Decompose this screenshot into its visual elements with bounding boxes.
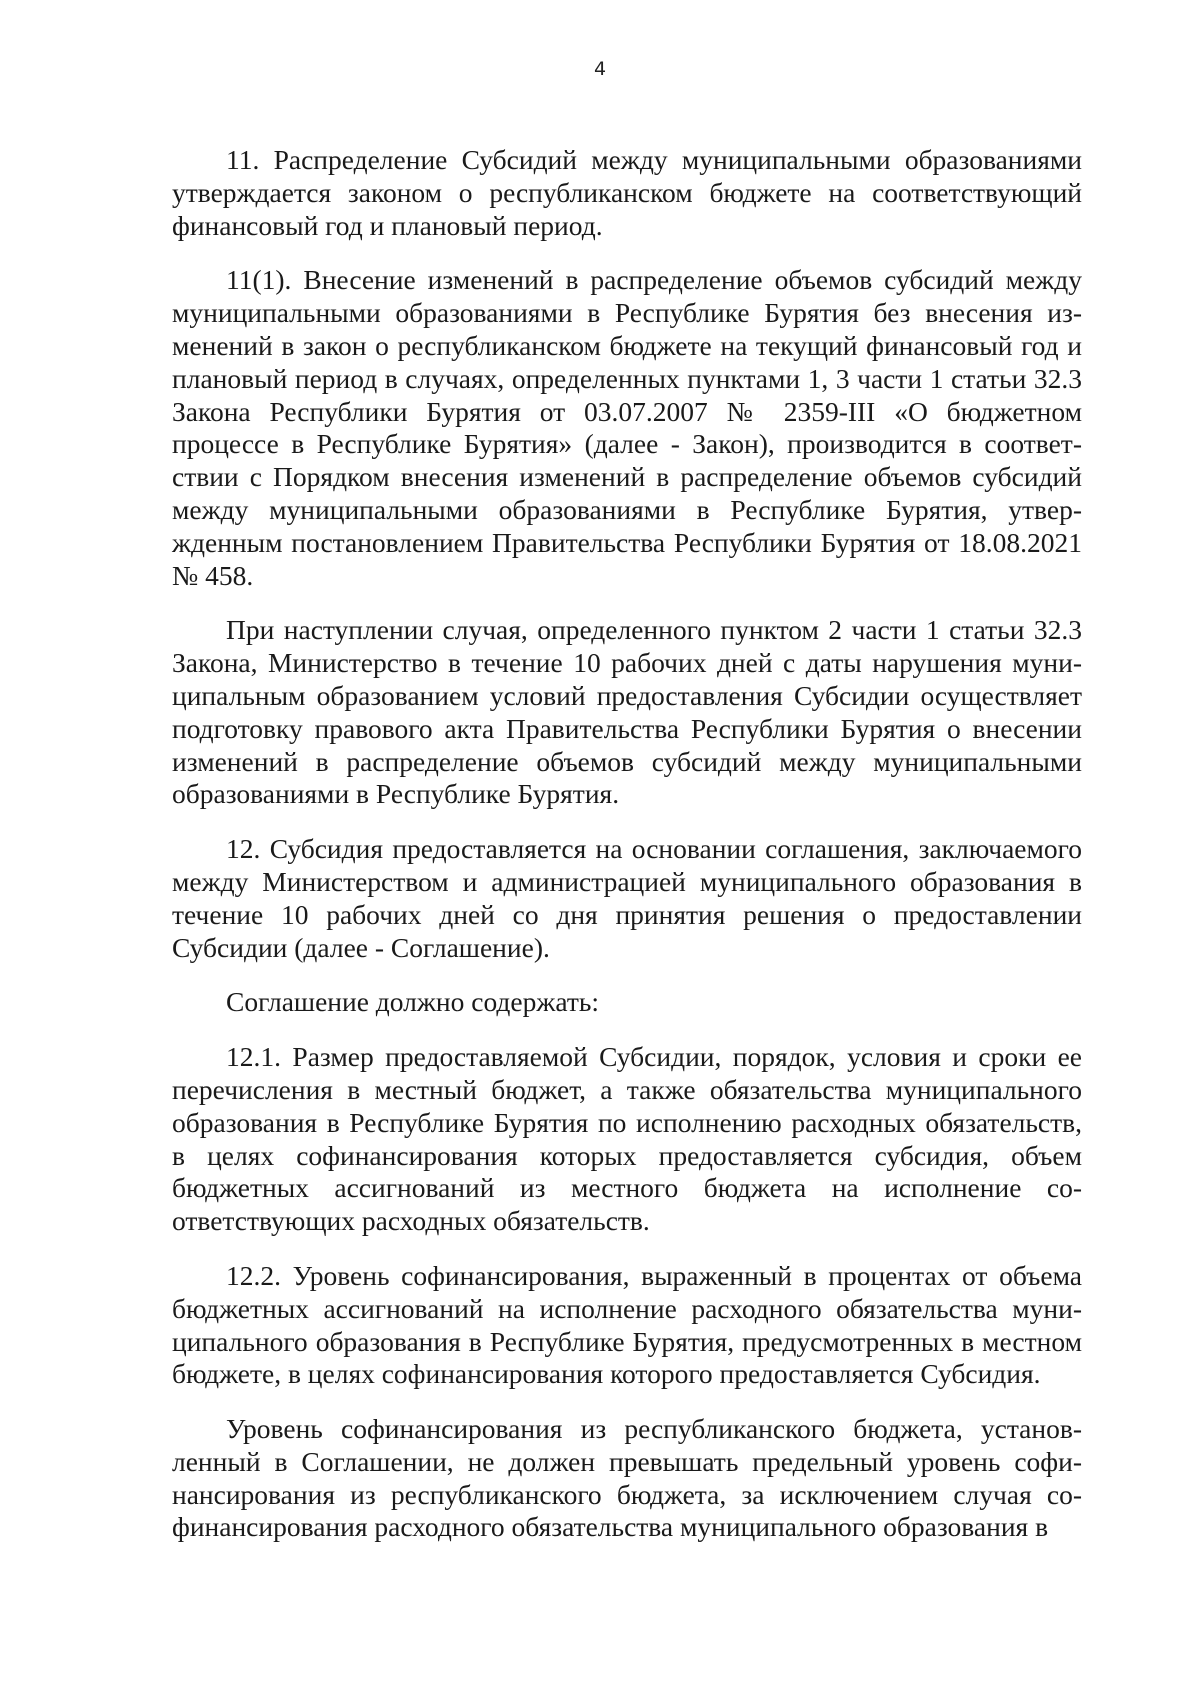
page-number: 4	[593, 58, 607, 80]
paragraph-agreement-contents: Соглашение должно содержать:	[226, 986, 600, 1018]
paragraph-cofinancing-level: Уровень софинансирования из республиканского бюджета, установленный в Соглашении, не должен превышать предельный уровень софинансирования из республиканского бюджета, за исключением случая софинансирования расходного обязательства муниципального образования в	[172, 1413, 1082, 1543]
paragraph-12-1: 12.1. Размер предоставляемой Субсидии, порядок, условия и сроки ее перечисления в местный бюджет, а также обязательства муниципального образования в Республике Бурятия по исполнению расходных обязательств, в целях софинансирования которых предоставляется субсидия, объем бюджетных ассигнований из местного бюджета на исполнение соответствующих расходных обязательств.	[172, 1041, 1082, 1237]
paragraph-12-2: 12.2. Уровень софинансирования, выраженный в процентах от объема бюджетных ассигнований на исполнение расходного обязательства муниципального образования в Республике Бурятия, предусмотренных в местном бюджете, в целях софинансирования которого предоставляется Субсидия.	[172, 1259, 1082, 1390]
paragraph-12: 12. Субсидия предоставляется на основании соглашения, заключаемого между Министерством и администрацией муниципального образования в течение 10 рабочих дней со дня принятия решения о предоставлении Субсидии (далее - Соглашение).	[172, 833, 1082, 963]
document-body	[172, 144, 1082, 1544]
paragraph-11: 11. Распределение Субсидий между муниципальными образованиями утверждается законом о республиканском бюджете на соответствующий финансовый год и плановый период.	[172, 144, 1082, 241]
paragraph-11-1: 11(1). Внесение изменений в распределение объемов субсидий между муниципальными образованиями в Республике Бурятия без внесения изменений в закон о республиканском бюджете на текущий финансовый год и плановый период в случаях, определенных пунктами 1, 3 части 1 статьи 32.3 Закона Республики Бурятия от 03.07.2007 № 2359-III «О бюджетном процессе в Республике Бурятия» (далее - Закон), производится в соответствии с Порядком внесения изменений в распределение объемов субсидий между муниципальными образованиями в Республике Бурятия, утвержденным постановлением Правительства Республики Бурятия от 18.08.2021 № 458.	[172, 264, 1082, 591]
paragraph-article-32-3-case: При наступлении случая, определенного пунктом 2 части 1 статьи 32.3 Закона, Министерство в течение 10 рабочих дней с даты нарушения муниципальным образованием условий предоставления Субсидии осуществляет подготовку правового акта Правительства Республики Бурятия о внесении изменений в распределение объемов субсидий между муниципальными образованиями в Республике Бурятия.	[172, 614, 1082, 810]
